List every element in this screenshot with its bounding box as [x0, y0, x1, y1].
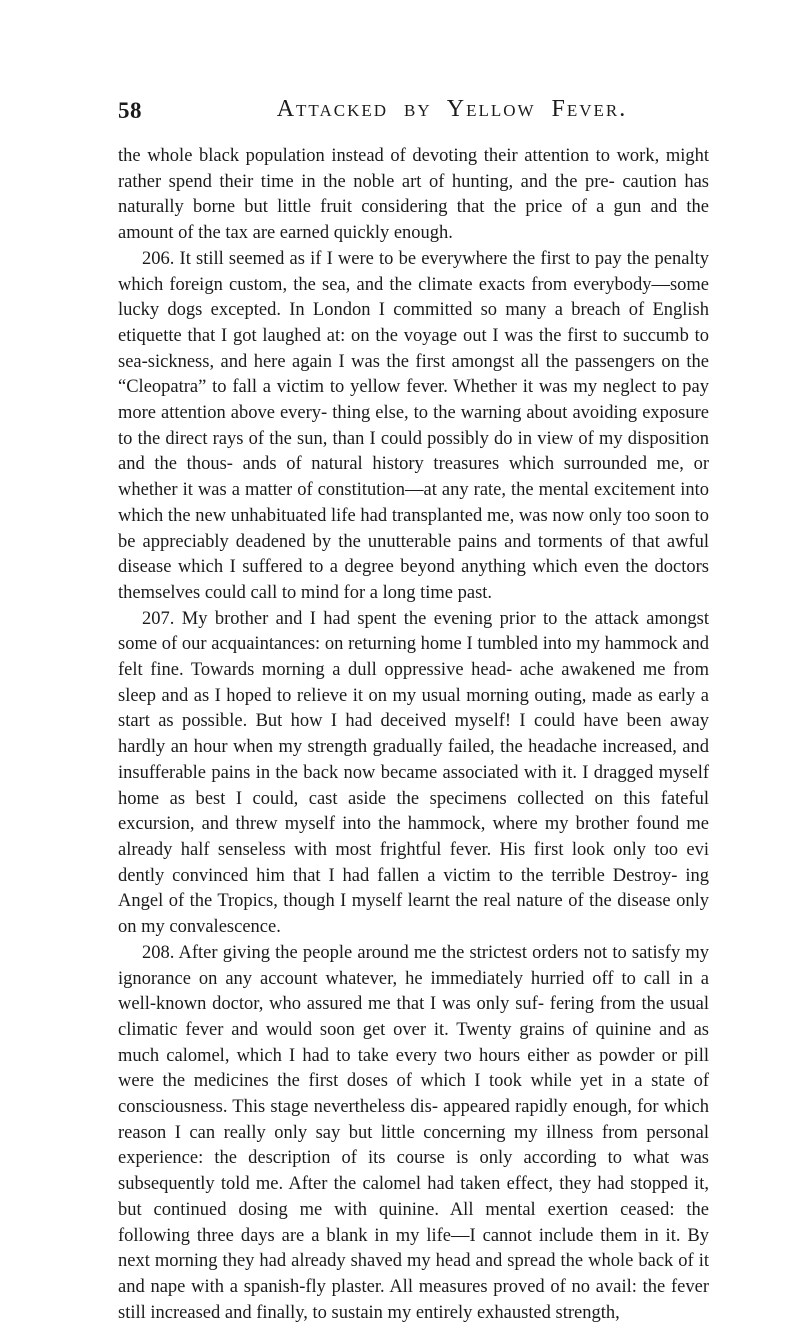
body-text — [118, 144, 709, 1326]
running-title: Attacked by Yellow Fever. — [276, 96, 628, 122]
page-number: 58 — [118, 98, 142, 123]
paragraph-continued: the whole black population instead of devoting their attention to work, might rather spend their time in the noble art of hunting, and the pre- caution has naturally borne but little fruit considering that the price of a gun and the amount of the tax are earned quickly enough. — [118, 146, 709, 244]
running-head — [108, 96, 708, 126]
paragraph-207: 207. My brother and I had spent the evening prior to the attack amongst some of our acquaintances: on returning home I tumbled into my hammock and felt fine. Towards morning a dull oppressive head- ache awakened me from sleep and as I hoped to relieve it on my usual morning outing, made as early a start as possible. But how I had deceived myself! I could have been away hardly an hour when my strength gradually failed, the headache increased, and insufferable pains in the back now became associated with it. I dragged myself home as best I could, cast aside the specimens collected on this fateful excursion, and threw myself into the hammock, where my brother found me already half senseless with most frightful fever. His first look only too evi dently convinced him that I had fallen a victim to the terrible Destroy- ing Angel of the Tropics, though I myself learnt the real nature of the disease only on my convalescence. — [118, 608, 709, 938]
paragraph-206: 206. It still seemed as if I were to be everywhere the first to pay the penalty which foreign custom, the sea, and the climate exacts from everybody—some lucky dogs excepted. In London I committed so many a breach of English etiquette that I got laughed at: on the voyage out I was the first to succumb to sea-sickness, and here again I was the first amongst all the passengers on the “Cleopatra” to fall a victim to yellow fever. Whether it was my neglect to pay more attention above every- thing else, to the warning about avoiding exposure to the direct rays of the sun, than I could possibly do in view of my disposition and the thous- ands of natural history treasures which surrounded me, or whether it was a matter of constitution—at any rate, the mental excitement into which the new unhabituated life had transplanted me, was now only too soon to be appreciably deadened by the unutterable pains and torments of that awful disease which I suffered to a degree beyond anything which even the doctors themselves could call to mind for a long time past. — [118, 248, 709, 603]
paragraph-208: 208. After giving the people around me the strictest orders not to satisfy my ignorance on any account whatever, he immediately hurried off to call in a well-known doctor, who assured me that I was only suf- fering from the usual climatic fever and would soon get over it. Twenty grains of quinine and as much calomel, which I had to take every two hours either as powder or pill were the medicines the first doses of which I took while yet in a state of consciousness. This stage nevertheless dis- appeared rapidly enough, for which reason I can really only say but little concerning my illness from personal experience: the description of its course is only according to what was subsequently told me. After the calomel had taken effect, they had stopped it, but continued dosing me with quinine. All mental exertion ceased: the following three days are a blank in my life—I cannot include them in it. By next morning they had already shaved my head and spread the whole back of it and nape with a spanish-fly plaster. All measures proved of no avail: the fever still increased and finally, to sustain my entirely exhausted strength, — [118, 942, 709, 1323]
